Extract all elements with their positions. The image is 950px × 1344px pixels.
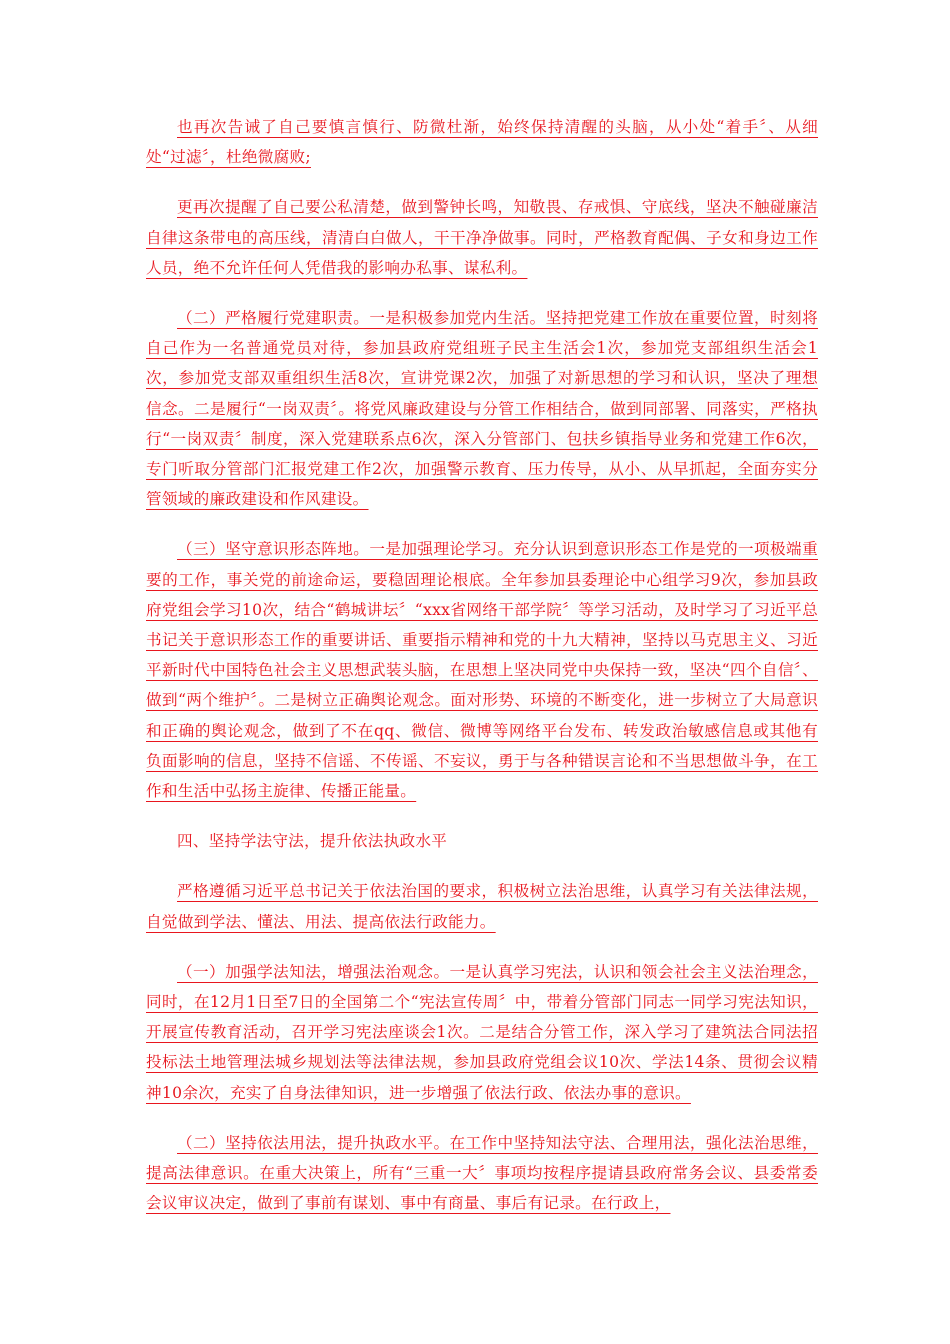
paragraph-8-text: （二）坚持依法用法，提升执政水平。在工作中坚持知法守法、合理用法，强化法治思维，提高法律意识。在重大决策上，所有“三重一大〞事项均按程序提请县政府常务会议、县委常委会议审议决定，做到了事前有谋划、事中有商量、事后有记录。在行政上， [146,1133,818,1213]
paragraph-7 [146,957,818,1108]
paragraph-7-text: （一）加强学法知法，增强法治观念。一是认真学习宪法，认识和领会社会主义法治理念，同时，在12月1日至7日的全国第二个“宪法宣传周〞中，带着分管部门同志一同学习宪法知识，开展宣传教育活动，召开学习宪法座谈会1次。二是结合分管工作，深入学习了建筑法合同法招投标法土地管理法城乡规划法等法律法规，参加县政府党组会议10次、学法14条、贯彻会议精神10余次，充实了自身法律知识，进一步增强了依法行政、依法办事的意识。 [146,962,818,1102]
paragraph-6 [146,876,818,936]
paragraph-4 [146,534,818,806]
paragraph-1 [146,112,818,172]
section-heading-text: 四、坚持学法守法，提升依法执政水平 [177,832,448,851]
paragraph-3 [146,303,818,514]
section-heading [146,826,818,856]
paragraph-8 [146,1128,818,1219]
paragraph-3-text: （二）严格履行党建职责。一是积极参加党内生活。坚持把党建工作放在重要位置，时刻将自己作为一名普通党员对待，参加县政府党组班子民主生活会1次，参加党支部组织生活会1次，参加党支部双重组织生活8次，宣讲党课2次，加强了对新思想的学习和认识，坚决了理想信念。二是履行“一岗双责〞。将党风廉政建设与分管工作相结合，做到同部署、同落实，严格执行“一岗双责〞制度，深入党建联系点6次，深入分管部门、包扶乡镇指导业务和党建工作6次，专门听取分管部门汇报党建工作2次，加强警示教育、压力传导，从小、从早抓起，全面夯实分管领域的廉政建设和作风建设。 [146,309,818,509]
paragraph-6-text: 严格遵循习近平总书记关于依法治国的要求，积极树立法治思维，认真学习有关法律法规，自觉做到学法、懂法、用法、提高依法行政能力。 [146,882,818,931]
document-body [146,112,818,1239]
paragraph-2 [146,192,818,283]
paragraph-2-text: 更再次提醒了自己要公私清楚，做到警钟长鸣，知敬畏、存戒惧、守底线，坚决不触碰廉洁自律这条带电的高压线，清清白白做人，干干净净做事。同时，严格教育配偶、子女和身边工作人员，绝不允许任何人凭借我的影响办私事、谋私利。 [146,198,818,277]
paragraph-4-text: （三）坚守意识形态阵地。一是加强理论学习。充分认识到意识形态工作是党的一项极端重要的工作，事关党的前途命运，要稳固理论根底。全年参加县委理论中心组学习9次，参加县政府党组会学习10次，结合“鹤城讲坛〞“xxx省网络干部学院〞等学习活动，及时学习了习近平总书记关于意识形态工作的重要讲话、重要指示精神和党的十九大精神，坚持以马克思主义、习近平新时代中国特色社会主义思想武装头脑，在思想上坚决同党中央保持一致，坚决“四个自信〞、做到“两个维护〞。二是树立正确舆论观念。面对形势、环境的不断变化，进一步树立了大局意识和正确的舆论观念，做到了不在qq、微信、微博等网络平台发布、转发政治敏感信息或其他有负面影响的信息，坚持不信谣、不传谣、不妄议，勇于与各种错误言论和不当思想做斗争，在工作和生活中弘扬主旋律、传播正能量。 [146,540,818,801]
paragraph-1-text: 也再次告诫了自己要慎言慎行、防微杜渐，始终保持清醒的头脑，从小处“着手〞、从细处“过滤〞，杜绝微腐败; [146,118,818,167]
